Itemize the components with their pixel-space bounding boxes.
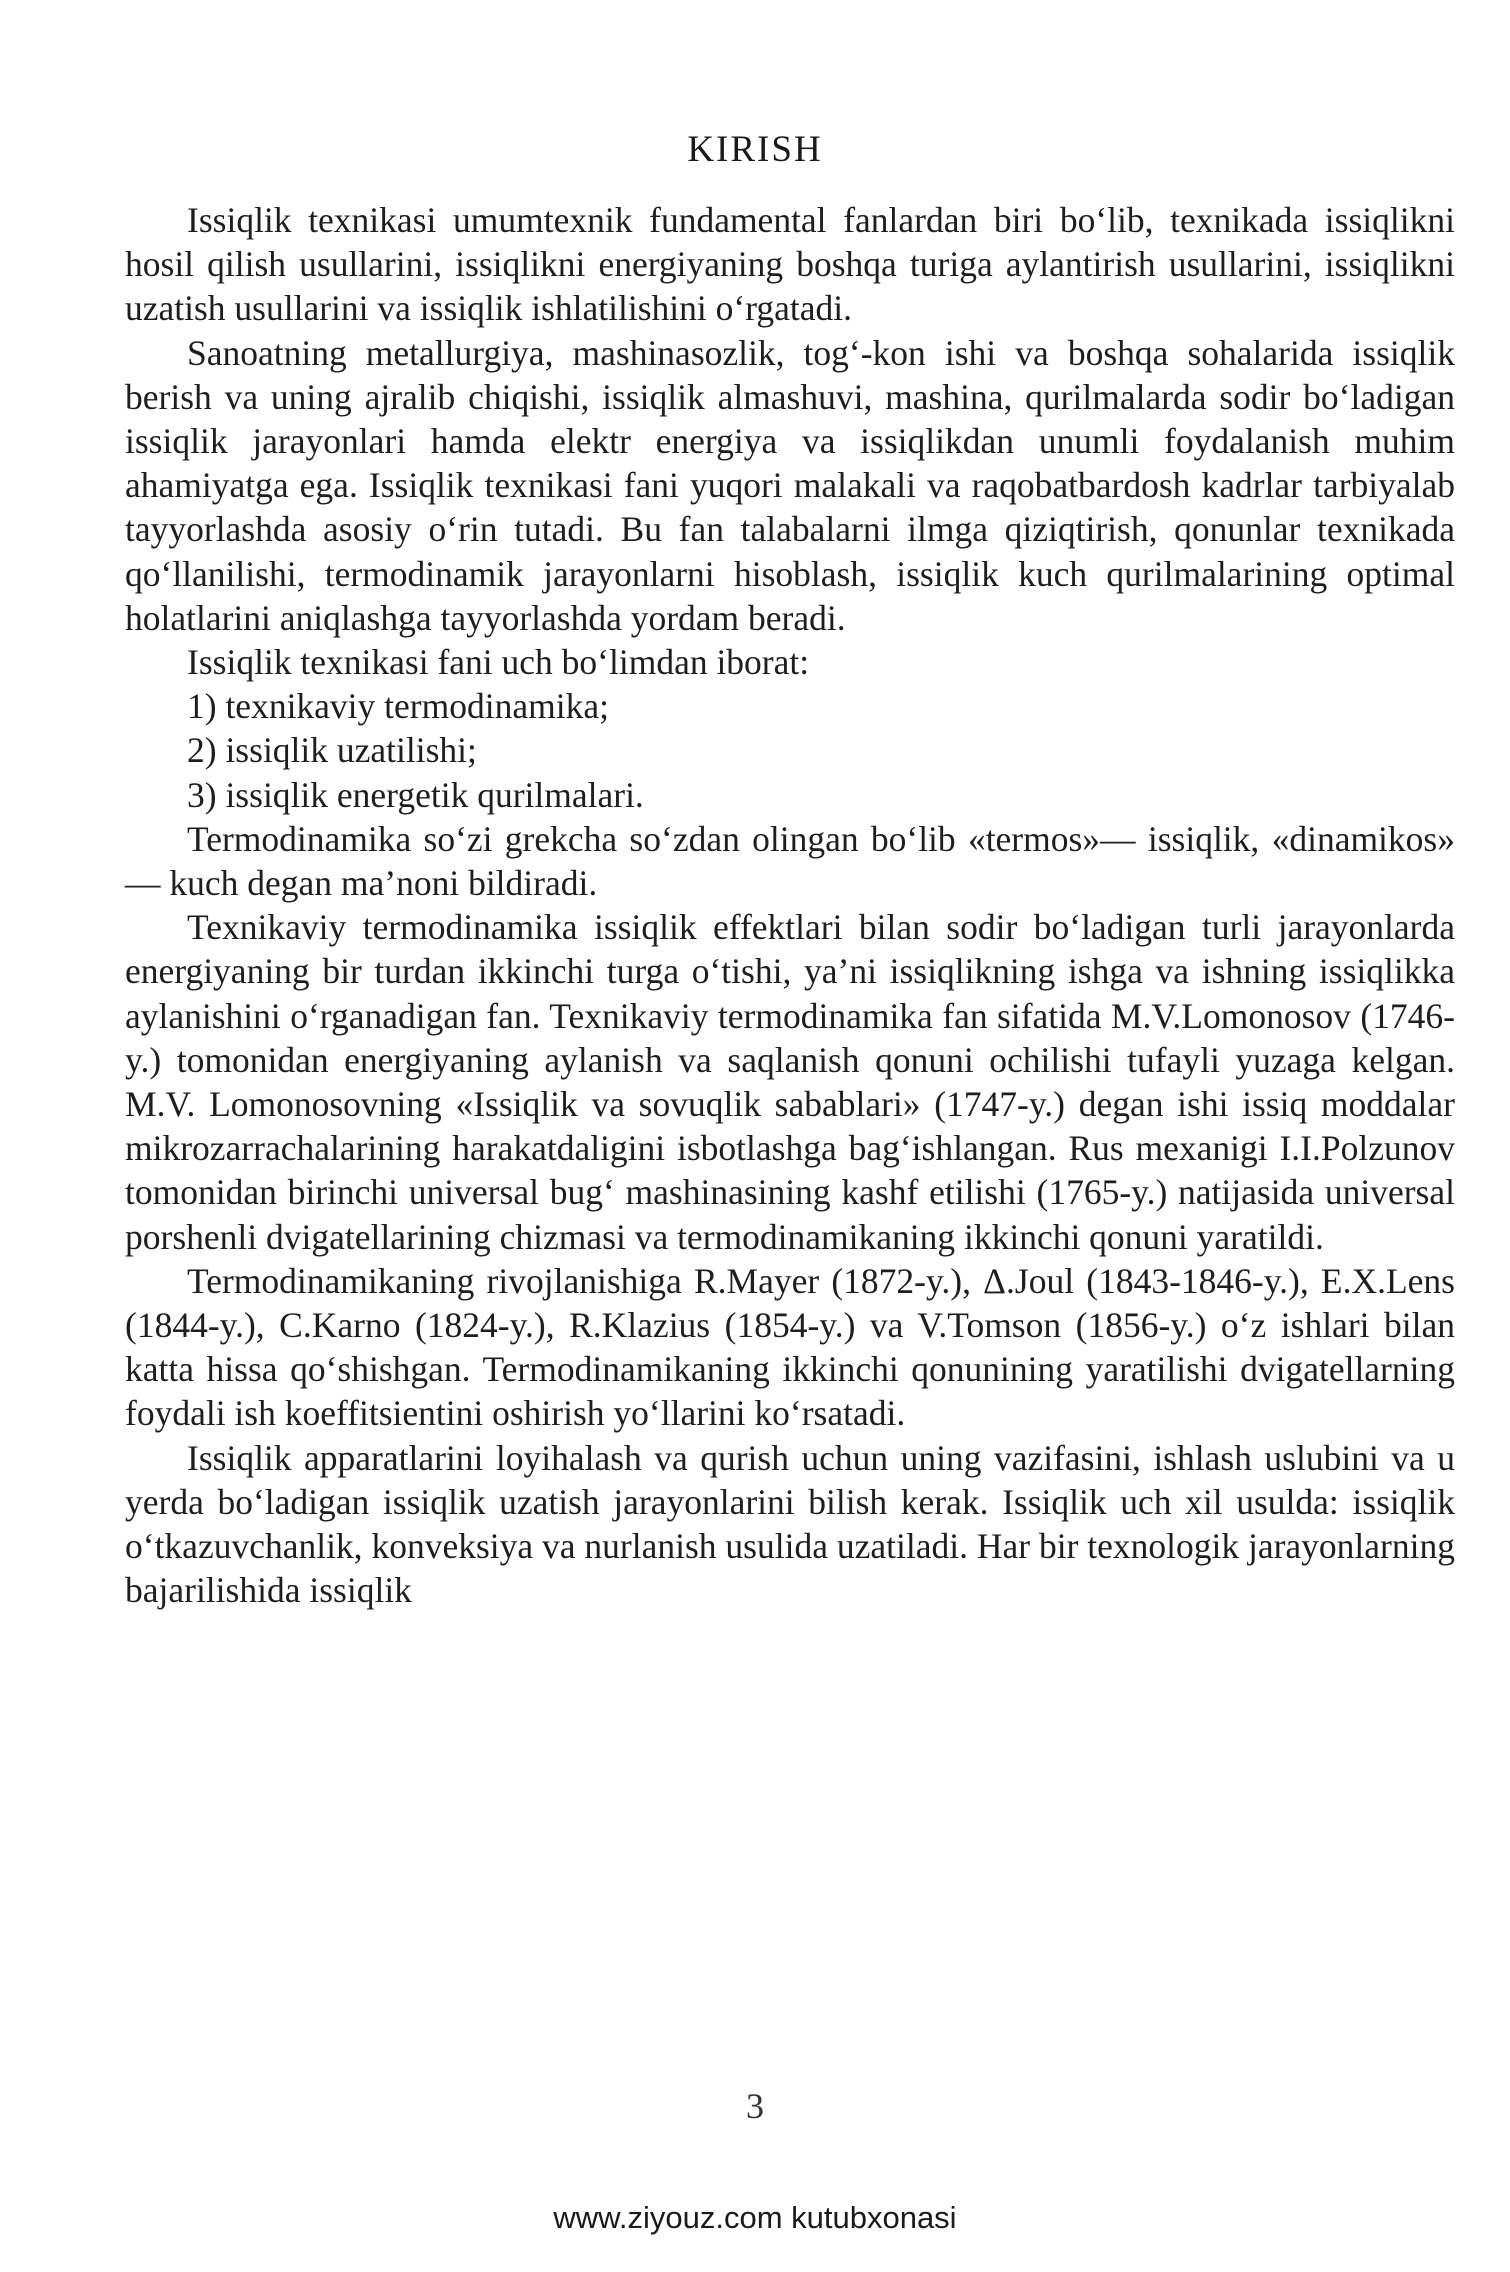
paragraph-etymology: Termodinamika so‘zi grekcha so‘zdan olingan bo‘lib «termos»— issiqlik, «dinamikos» — kuch degan ma’noni bildiradi.	[125, 818, 1455, 904]
paragraph-sections: Issiqlik texnikasi fani uch bo‘limdan iborat:	[187, 642, 810, 683]
paragraph-history: Texnikaviy termodinamika issiqlik effektlari bilan sodir bo‘ladigan turli jarayonlarda energiyaning bir turdan ikkinchi turga o‘tishi, ya’ni issiqlikning ishga va ishning issiqlikka aylanishini o‘rganadigan fan. Texnikaviy termodinamika fan sifatida M.V.Lomonosov (1746-y.) tomonidan energiyaning aylanish va saqlanish qonuni ochilishi tufayli yuzaga kelgan. M.V. Lomonosovning «Issiqlik va sovuqlik sabablari» (1747-y.) degan ishi issiq moddalar mikrozarrachalarining harakatdaligini isbotlashga bag‘ishlangan. Rus mexanigi I.I.Polzunov tomonidan birinchi universal bug‘ mashinasining kashf etilishi (1765-y.) natijasida universal porshenli dvigatellarining chizmasi va termodinamikaning ikkinchi qonuni yaratildi.	[125, 907, 1455, 1257]
page-number: 3	[746, 2086, 764, 2126]
paragraph-contributors: Termodinamikaning rivojlanishiga R.Mayer (1872-y.), Δ.Joul (1843-1846-y.), E.X.Lens (1844-y.), C.Karno (1824-y.), R.Klazius (1854-y.) va V.Tomson (1856-y.) o‘z ishlari bilan katta hissa qo‘shishgan. Termodinamikaning ikkinchi qonunining yaratilishi dvigatellarning foydali ish koeffitsientini oshirish yo‘llarini ko‘rsatadi.	[125, 1260, 1455, 1434]
paragraph-intro: Issiqlik texnikasi umumtexnik fundamental fanlardan biri bo‘lib, texnikada issiqlikni hosil qilish usullarini, issiqlikni energiyaning boshqa turiga aylantirish usullarini, issiqlikni uzatish usullarini va issiqlik ishlatilishini o‘rgatadi.	[125, 200, 1455, 329]
page-title: KIRISH	[687, 129, 823, 170]
site-watermark: www.ziyouz.com kutubxonasi	[553, 2200, 957, 2235]
list-item-1: 1) texnikaviy termodinamika;	[187, 686, 609, 727]
body-text	[125, 198, 1455, 1613]
list-item-2: 2) issiqlik uzatilishi;	[187, 730, 477, 771]
list-item-3: 3) issiqlik energetik qurilmalari.	[187, 774, 644, 815]
paragraph-apparatus: Issiqlik apparatlarini loyihalash va qurish uchun uning vazifasini, ishlash uslubini va u yerda bo‘ladigan issiqlik uzatish jarayonlarini bilish kerak. Issiqlik uch xil usulda: issiqlik o‘tkazuvchanlik, konveksiya va nurlanish usulida uzatiladi. Har bir texnologik jarayonlarning bajarilishida issiqlik	[125, 1437, 1455, 1611]
paragraph-industry: Sanoatning metallurgiya, mashinasozlik, tog‘-kon ishi va boshqa sohalarida issiqlik berish va uning ajralib chiqishi, issiqlik almashuvi, mashina, qurilmalarda sodir bo‘ladigan issiqlik jarayonlari hamda elektr energiya va issiqlikdan unumli foydalanish muhim ahamiyatga ega. Issiqlik texnikasi fani yuqori malakali va raqobatbardosh kadrlar tarbiyalab tayyorlashda asosiy o‘rin tutadi. Bu fan talabalarni ilmga qiziqtirish, qonunlar texnikada qo‘llanilishi, termodinamik jarayonlarni hisoblash, issiqlik kuch qurilmalarining optimal holatlarini aniqlashga tayyorlashda yordam beradi.	[125, 332, 1455, 638]
